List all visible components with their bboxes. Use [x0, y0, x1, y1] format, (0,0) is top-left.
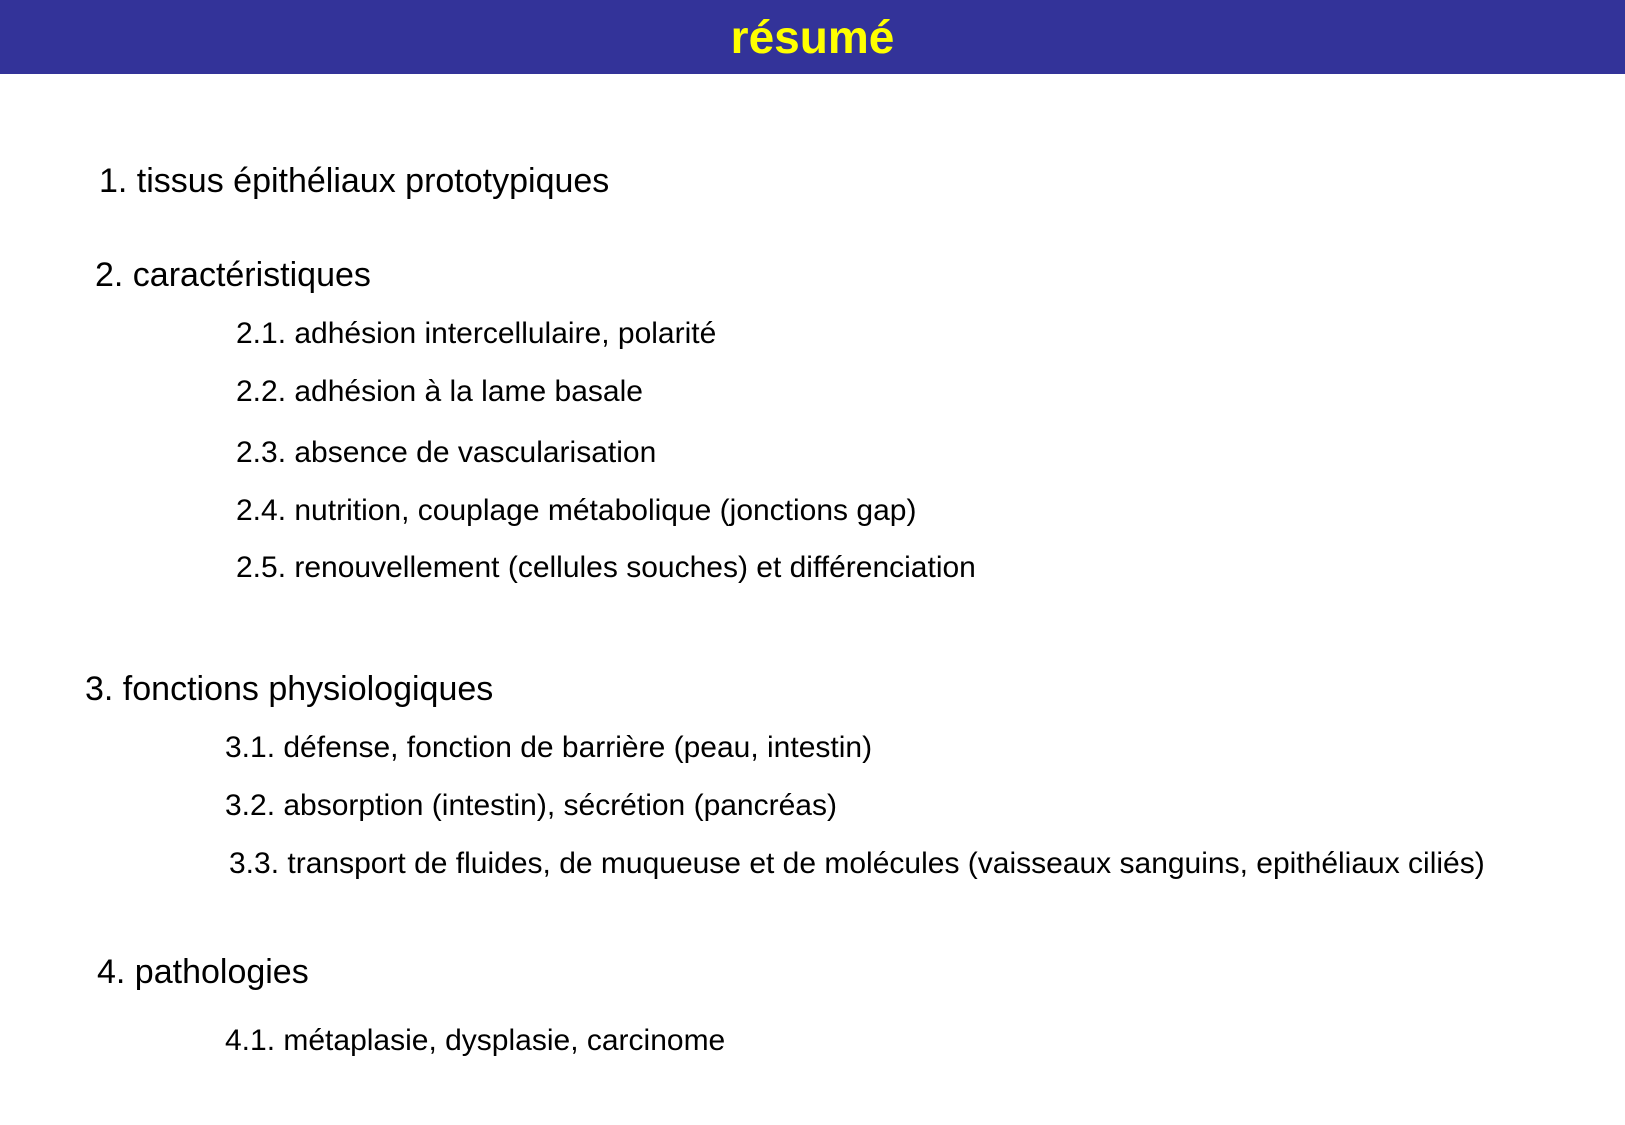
section-4: 4. pathologies: [97, 953, 309, 991]
subsection-4-1: 4.1. métaplasie, dysplasie, carcinome: [225, 1024, 726, 1057]
page-title: résumé: [730, 11, 895, 63]
subsection-2-5: 2.5. renouvellement (cellules souches) et différenciation: [236, 551, 976, 584]
title-bar: [0, 0, 1625, 74]
subsection-3-3: 3.3. transport de fluides, de muqueuse et de molécules (vaisseaux sanguins, epithéliaux ciliés): [229, 847, 1485, 880]
subsection-3-1: 3.1. défense, fonction de barrière (peau, intestin): [225, 731, 873, 764]
subsection-2-1: 2.1. adhésion intercellulaire, polarité: [236, 317, 717, 350]
subsection-2-4: 2.4. nutrition, couplage métabolique (jonctions gap): [236, 494, 917, 527]
section-1: 1. tissus épithéliaux prototypiques: [99, 162, 610, 200]
subsection-3-2: 3.2. absorption (intestin), sécrétion (pancréas): [225, 789, 837, 822]
subsection-2-2: 2.2. adhésion à la lame basale: [236, 375, 643, 408]
section-2: 2. caractéristiques: [95, 256, 371, 294]
subsection-2-3: 2.3. absence de vascularisation: [236, 436, 657, 469]
section-3: 3. fonctions physiologiques: [85, 670, 494, 708]
